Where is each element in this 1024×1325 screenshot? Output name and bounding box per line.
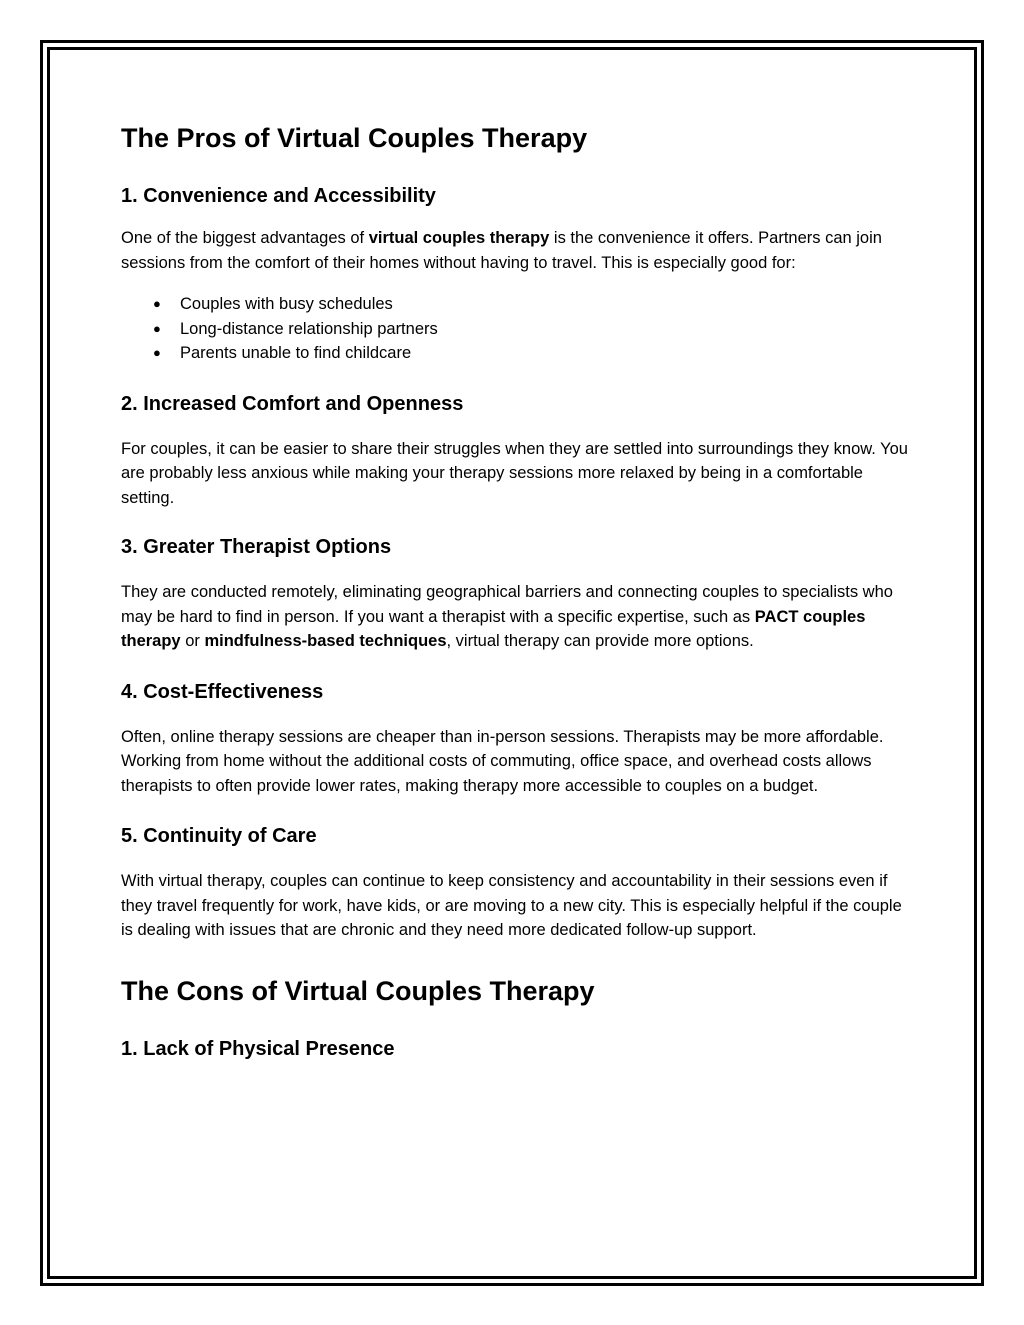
paragraph-convenience: [121, 226, 911, 275]
text-run: or: [180, 632, 205, 650]
list-item: [121, 292, 911, 317]
text-run: One of the biggest advantages of: [121, 229, 369, 247]
heading-cost: 4. Cost-Effectiveness: [121, 680, 324, 703]
bullet-list-convenience: [121, 292, 911, 366]
list-item-text: Long-distance relationship partners: [180, 319, 438, 338]
heading-convenience: 1. Convenience and Accessibility: [121, 185, 436, 207]
section-title-cons: The Cons of Virtual Couples Therapy: [121, 975, 595, 1006]
paragraph-cost: Often, online therapy sessions are cheaper than in-person sessions. Therapists may be more affordable. Working from home without the additional costs of commuting, office space, and overhead costs allows therapists to often provide lower rates, making therapy more accessible to couples on a budget.: [121, 727, 884, 795]
list-item-text: Couples with busy schedules: [180, 295, 393, 313]
text-run: They are conducted remotely, eliminating geographical barriers and connecting couples to specialists who may be hard to find in person. If you want a therapist with a specific expertise, such as: [121, 583, 893, 626]
paragraph-continuity: With virtual therapy, couples can continue to keep consistency and accountability in their sessions even if they travel frequently for work, have kids, or are moving to a new city. This is especially helpful if the couple is dealing with issues that are chronic and they need more dedicated follow-up support.: [121, 872, 902, 939]
paragraph-therapist-options: [121, 580, 911, 654]
list-item: [121, 317, 911, 342]
document-body: [121, 118, 911, 1063]
bullet-icon: ●: [153, 320, 161, 336]
bullet-icon: ●: [153, 345, 161, 360]
bold-term-virtual-couples-therapy: virtual couples therapy: [368, 229, 550, 247]
bold-term-pact: PACT couples therapy: [121, 607, 866, 650]
text-run: is the convenience it offers. Partners can join sessions from the comfort of their homes without having to travel. This is especially good for:: [121, 229, 882, 272]
heading-physical-presence: 1. Lack of Physical Presence: [121, 1037, 395, 1060]
list-item: [121, 341, 911, 366]
list-item-text: Parents unable to find childcare: [180, 344, 412, 362]
paragraph-comfort: For couples, it can be easier to share their struggles when they are settled into surroundings they know. You are probably less anxious while making your therapy sessions more relaxed by being in a comfortable setting.: [121, 439, 908, 507]
heading-therapist-options: 3. Greater Therapist Options: [121, 536, 392, 558]
section-title-pros: The Pros of Virtual Couples Therapy: [121, 123, 588, 153]
bold-term-mindfulness: mindfulness-based techniques: [204, 632, 447, 650]
heading-comfort: 2. Increased Comfort and Openness: [121, 392, 464, 415]
bullet-icon: ●: [153, 296, 161, 311]
heading-continuity: 5. Continuity of Care: [121, 825, 317, 847]
text-run: , virtual therapy can provide more options.: [446, 632, 754, 650]
